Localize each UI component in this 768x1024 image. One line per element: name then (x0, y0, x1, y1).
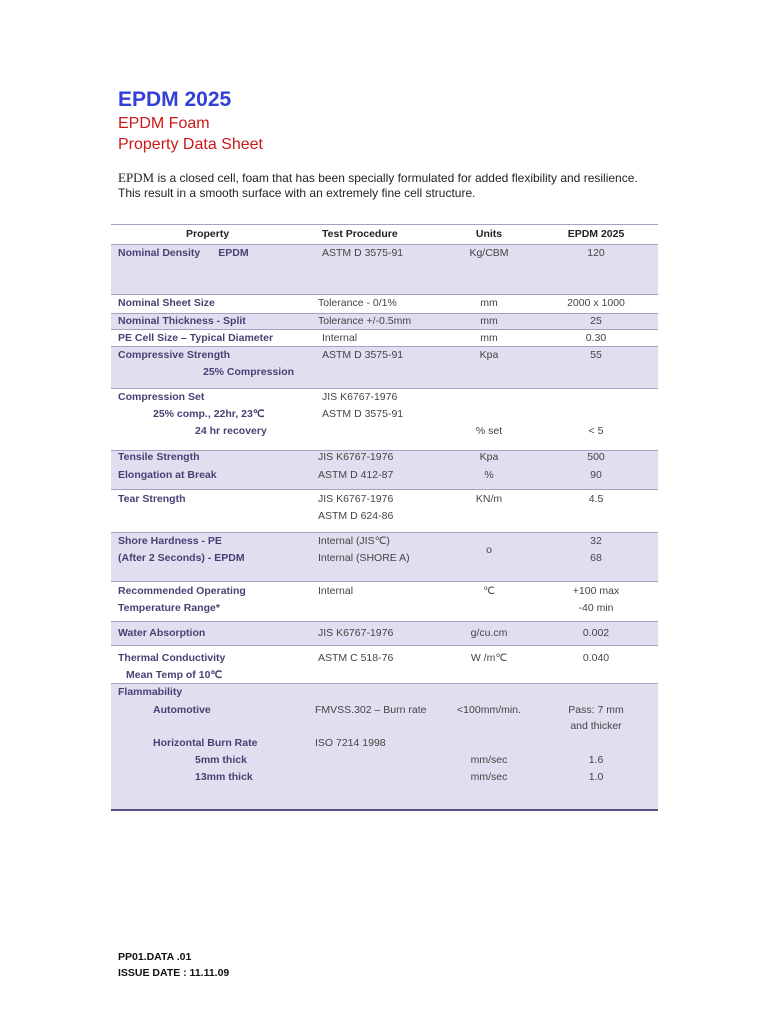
row-elongation-units: % (484, 469, 494, 481)
density-label: Nominal Density (118, 247, 201, 259)
row-thermal-units: W /m℃ (470, 652, 508, 664)
property-table (111, 224, 658, 810)
header-test-procedure: Test Procedure (322, 228, 398, 240)
row-compression-set-value: < 5 (588, 425, 604, 437)
row-tensile-units: Kpa (479, 451, 499, 463)
intro-paragraph (118, 170, 678, 201)
row-compressive-units: Kpa (479, 349, 499, 361)
doc-title: EPDM 2025 (118, 88, 232, 111)
row-automotive-label: Automotive (153, 704, 211, 716)
row-sheet-size-procedure: Tolerance - 0/1% (318, 297, 397, 309)
header-property: Property (186, 228, 230, 240)
row-tear-units: KN/m (475, 493, 503, 505)
footer-issue-date: ISSUE DATE : 11.11.09 (118, 967, 230, 979)
row-temp-property-line2: Temperature Range* (118, 602, 220, 614)
row-thickness-property: Nominal Thickness - Split (118, 315, 246, 327)
header-epdm: EPDM 2025 (567, 228, 625, 240)
row-density-procedure: ASTM D 3575-91 (322, 247, 404, 259)
row-thickness-procedure: Tolerance +/-0.5mm (318, 315, 412, 327)
table-rule (111, 532, 658, 533)
row-tensile-property: Tensile Strength (118, 451, 200, 463)
row-thickness-value: 25 (590, 315, 602, 327)
row-cell-size-value: 0.30 (585, 332, 607, 344)
table-bottom-rule (111, 809, 658, 811)
row-thermal-property: Thermal Conductivity (118, 652, 226, 664)
row-automotive-value: Pass: 7 mm (568, 704, 624, 716)
row-thickness-units: mm (480, 315, 498, 327)
intro-line2: This result in a smooth surface with an extremely fine cell structure. (118, 186, 476, 200)
row-sheet-size-property: Nominal Sheet Size (118, 297, 215, 309)
row-automotive-procedure: FMVSS.302 – Burn rate (315, 704, 427, 716)
row-shore-units: o (486, 544, 492, 556)
row-13mm-value: 1.0 (588, 771, 604, 783)
row-13mm-label: 13mm thick (195, 771, 253, 783)
table-rule (111, 581, 658, 582)
row-temp-value: +100 max (572, 585, 620, 597)
row-shore-property-line2: (After 2 Seconds) - EPDM (118, 552, 245, 564)
row-water-procedure: JIS K6767-1976 (318, 627, 394, 639)
table-rule (111, 346, 658, 347)
row-shore-procedure: Internal (JIS℃) (318, 535, 390, 547)
row-elongation-procedure: ASTM D 412-87 (318, 469, 394, 481)
table-rule (111, 621, 658, 622)
intro-line1: is a closed cell, foam that has been specially formulated for added flexibility and resilience. (154, 171, 638, 185)
row-cell-size-property: PE Cell Size – Typical Diameter (118, 332, 274, 344)
row-horizontal-label: Horizontal Burn Rate (153, 737, 258, 749)
row-compressive-value: 55 (590, 349, 602, 361)
table-header-rule (111, 244, 658, 245)
row-13mm-units: mm/sec (470, 771, 508, 783)
row-cell-size-procedure: Internal (322, 332, 358, 344)
row-shore-procedure-line2: Internal (SHORE A) (318, 552, 410, 564)
row-thermal-property-line2: Mean Temp of 10℃ (126, 669, 223, 681)
row-tear-property: Tear Strength (118, 493, 186, 505)
header-units: Units (475, 228, 503, 240)
table-rule (111, 313, 658, 314)
row-density-property (118, 247, 249, 260)
row-automotive-units: <100mm/min. (457, 704, 521, 716)
row-tear-procedure-line2: ASTM D 624-86 (318, 510, 394, 522)
doc-subtitle-sheet: Property Data Sheet (118, 136, 263, 153)
row-5mm-label: 5mm thick (195, 754, 247, 766)
footer-doc-code: PP01.DATA .01 (118, 951, 192, 963)
row-thermal-procedure: ASTM C 518-76 (318, 652, 394, 664)
density-extra: EPDM (218, 247, 249, 259)
row-cell-size-units: mm (480, 332, 498, 344)
row-thermal-value: 0.040 (582, 652, 610, 664)
row-shore-property: Shore Hardness - PE (118, 535, 222, 547)
row-density-value: 120 (587, 247, 605, 259)
row-compressive-property: Compressive Strength (118, 349, 231, 361)
row-automotive-value-line2: and thicker (570, 720, 622, 732)
row-5mm-value: 1.6 (588, 754, 604, 766)
row-water-value: 0.002 (582, 627, 610, 639)
table-rule (111, 294, 658, 295)
row-compression-set-property: Compression Set (118, 391, 205, 403)
row-water-property: Water Absorption (118, 627, 206, 639)
row-elongation-property: Elongation at Break (118, 469, 217, 481)
row-water-units: g/cu.cm (470, 627, 508, 639)
table-rule (111, 645, 658, 646)
row-tensile-procedure: JIS K6767-1976 (318, 451, 394, 463)
table-rule (111, 388, 658, 389)
row-temp-property: Recommended Operating (118, 585, 246, 597)
row-compressive-property-line2: 25% Compression (203, 366, 295, 378)
row-horizontal-procedure: ISO 7214 1998 (315, 737, 386, 749)
row-compression-set-property-line3: 24 hr recovery (195, 425, 267, 437)
row-compression-set-property-line2: 25% comp., 22hr, 23℃ (153, 408, 265, 420)
row-temp-units: ℃ (483, 585, 495, 597)
row-compressive-procedure: ASTM D 3575-91 (322, 349, 404, 361)
row-sheet-size-units: mm (480, 297, 498, 309)
row-compression-set-procedure: JIS K6767-1976 (322, 391, 398, 403)
row-shore-value-line2: 68 (590, 552, 602, 564)
row-compression-set-procedure-line2: ASTM D 3575-91 (322, 408, 404, 420)
row-compression-set-units: % set (475, 425, 503, 437)
doc-subtitle-foam: EPDM Foam (118, 115, 210, 132)
intro-abbr: EPDM (118, 170, 155, 185)
row-shore-value: 32 (590, 535, 602, 547)
row-tear-procedure: JIS K6767-1976 (318, 493, 394, 505)
row-flammability-property: Flammability (118, 686, 183, 698)
row-5mm-units: mm/sec (470, 754, 508, 766)
row-tensile-value: 500 (587, 451, 605, 463)
row-temp-value-line2: -40 min (578, 602, 614, 614)
row-density-units: Kg/CBM (469, 247, 509, 259)
table-rule (111, 489, 658, 490)
row-tear-value: 4.5 (588, 493, 604, 505)
table-top-rule (111, 224, 658, 225)
table-rule (111, 329, 658, 330)
row-elongation-value: 90 (590, 469, 602, 481)
row-temp-procedure: Internal (318, 585, 354, 597)
table-rule (111, 683, 658, 684)
row-sheet-size-value: 2000 x 1000 (567, 297, 625, 309)
